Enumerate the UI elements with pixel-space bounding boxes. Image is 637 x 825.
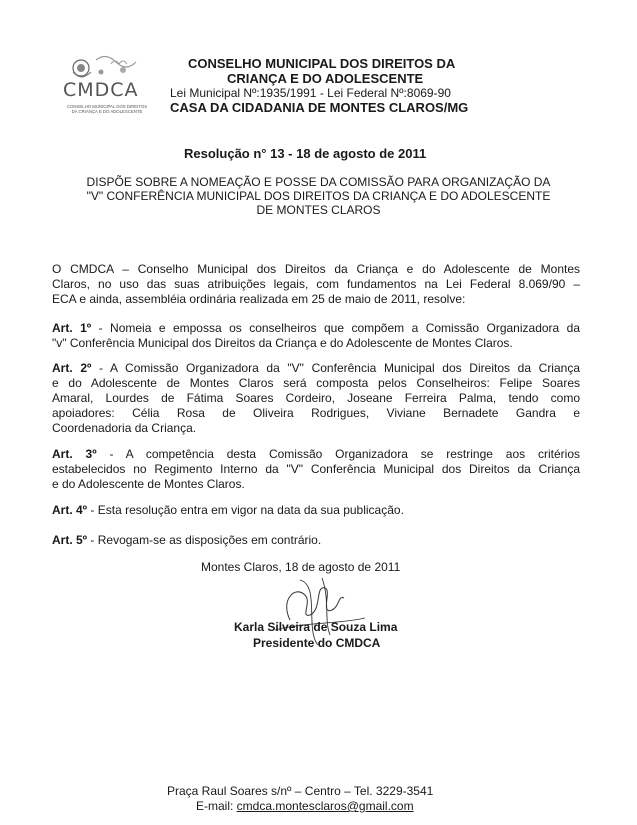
article-3: [52, 447, 580, 492]
resolution-title: Resolução n° 13 - 18 de agosto de 2011: [184, 146, 427, 161]
header-council-name-2: CRIANÇA E DO ADOLESCENTE: [227, 71, 424, 86]
dispoe-line-3: DE MONTES CLAROS: [256, 203, 381, 217]
intro-line: O CMDCA – Conselho Municipal dos Direitos da Criança e do Adolescente de Montes: [52, 262, 580, 276]
intro-line: Claros, no uso das suas atribuições legais, com fundamentos na Lei Federal 8.069/90 –: [52, 277, 580, 291]
footer-email: [196, 799, 414, 813]
article-5-text: - Revogam-se as disposições em contrário.: [87, 533, 322, 547]
article-2-text: apoiadores: Célia Rosa de Oliveira Rodrigues, Viviane Bernadete Gandra e: [52, 406, 580, 420]
logo-text: CMDCA: [63, 79, 139, 101]
header-laws: Lei Municipal Nº:1935/1991 - Lei Federal Nº:8069-90: [170, 86, 451, 100]
article-5: [52, 533, 580, 548]
article-1: [52, 321, 580, 351]
article-2: [52, 361, 580, 436]
article-1-label: Art. 1º: [52, 321, 92, 335]
cmdca-logo: [55, 50, 155, 116]
article-1-text: - Nomeia e empossa os conselheiros que compõem a Comissão Organizadora da: [91, 321, 580, 335]
logo-subtitle-1: CONSELHO MUNICIPAL DOS DIREITOS: [66, 104, 148, 109]
article-2-text: - A Comissão Organizadora da "V" Conferência Municipal dos Direitos da Criança: [91, 361, 580, 375]
article-4: [52, 503, 580, 518]
signer-name: Karla Silveira de Souza Lima: [234, 620, 398, 634]
article-3-text: e do Adolescente de Montes Claros.: [52, 477, 245, 491]
article-2-text: Amaral, Lourdes de Fátima Soares Cordeiro, Joseane Ferreira Palma, tendo como: [52, 391, 580, 405]
header-council-name-1: CONSELHO MUNICIPAL DOS DIREITOS DA: [188, 56, 456, 71]
signer-role: Presidente do CMDCA: [253, 636, 381, 650]
article-2-text: e do Adolescente de Montes Claros será composta pelos Conselheiros: Felipe Soares: [52, 376, 580, 390]
article-3-text: estabelecidos no Regimento Interno da "V" Conferência Municipal dos Direitos da Criança: [52, 462, 580, 476]
intro-line: ECA e ainda, assembléia ordinária realizada em 25 de maio de 2011, resolve:: [52, 292, 466, 306]
email-label: E-mail:: [196, 799, 237, 813]
email-link[interactable]: cmdca.montesclaros@gmail.com: [236, 799, 414, 813]
logo-subtitle-2: DA CRIANÇA E DO ADOLESCENTE: [71, 109, 143, 114]
article-4-label: Art. 4º: [52, 503, 88, 517]
intro-paragraph: [52, 262, 580, 307]
article-3-label: Art. 3º: [52, 447, 97, 461]
article-2-label: Art. 2º: [52, 361, 92, 375]
article-5-label: Art. 5º: [52, 533, 88, 547]
dispoe-line-1: DISPÕE SOBRE A NOMEAÇÃO E POSSE DA COMISSÃO PARA ORGANIZAÇÃO DA: [86, 175, 551, 189]
footer-address: Praça Raul Soares s/nº – Centro – Tel. 3229-3541: [167, 784, 434, 798]
article-1-text: "v" Conferência Municipal dos Direitos da Criança e do Adolescente de Montes Claros.: [52, 336, 513, 350]
article-2-text: Coordenadoria da Criança.: [52, 421, 197, 435]
header-casa-cidadania: CASA DA CIDADANIA DE MONTES CLAROS/MG: [170, 100, 469, 115]
article-4-text: - Esta resolução entra em vigor na data da sua publicação.: [87, 503, 404, 517]
place-date: Montes Claros, 18 de agosto de 2011: [201, 560, 401, 574]
article-3-text: - A competência desta Comissão Organizadora se restringe aos critérios: [96, 447, 581, 461]
dispoe-line-2: "V" CONFERÊNCIA MUNICIPAL DOS DIREITOS DA CRIANÇA E DO ADOLESCENTE: [86, 189, 551, 203]
